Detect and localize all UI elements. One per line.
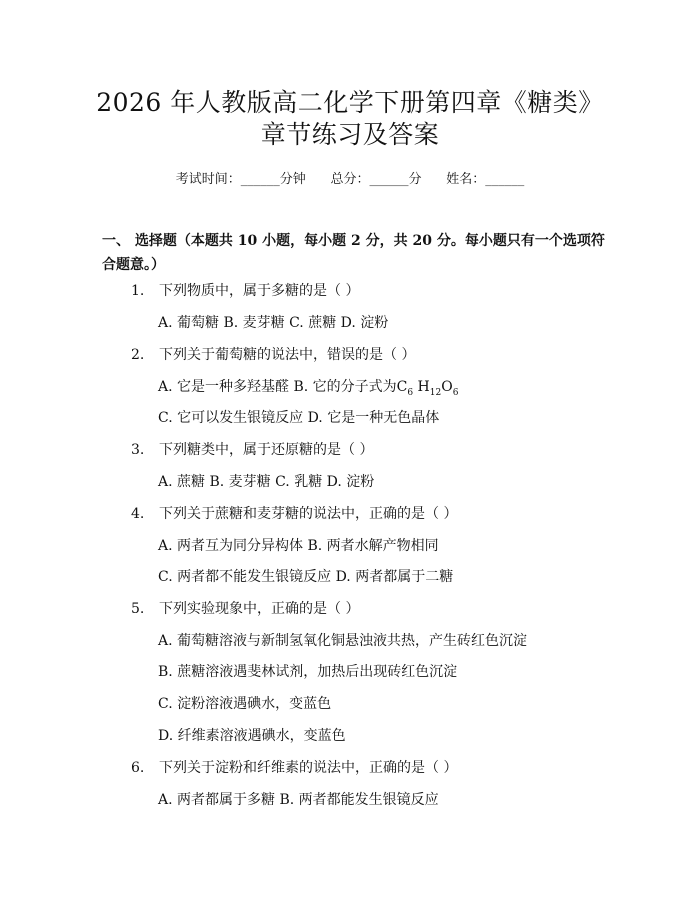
question-2 [131, 345, 415, 365]
question-text: 下列关于蔗糖和麦芽糖的说法中，正确的是（ ） [159, 506, 458, 522]
question-3 [131, 440, 373, 460]
question-4-options-line-1: A. 两者互为同分异构体 B. 两者水解产物相同 [158, 538, 439, 554]
question-1-options: A. 葡萄糖 B. 麦芽糖 C. 蔗糖 D. 淀粉 [158, 315, 389, 331]
question-4-options-line-2: C. 两者都不能发生银镜反应 D. 两者都属于二糖 [158, 569, 454, 585]
question-text: 下列糖类中，属于还原糖的是（ ） [159, 442, 374, 458]
question-5 [131, 599, 359, 619]
question-text: 下列物质中，属于多糖的是（ ） [159, 283, 360, 299]
question-5-option-b: B. 蔗糖溶液遇斐林试剂，加热后出现砖红色沉淀 [158, 664, 458, 680]
question-text: 下列实验现象中，正确的是（ ） [159, 601, 360, 617]
option-text: A. 它是一种多羟基醛 B. 它的分子式为 [158, 379, 397, 395]
question-2-options-line-1 [158, 377, 458, 403]
section-heading: 一、 选择题（本题共 10 小题，每小题 2 分，共 20 分。每小题只有一个选项符合题意。） [102, 233, 605, 273]
question-number: 5. [131, 601, 145, 617]
document-title-line-1: 2026 年人教版高二化学下册第四章《糖类》 [96, 88, 604, 117]
question-text: 下列关于葡萄糖的说法中，错误的是（ ） [159, 347, 416, 363]
question-5-option-a: A. 葡萄糖溶液与新制氢氧化铜悬浊液共热，产生砖红色沉淀 [158, 633, 528, 649]
question-1 [131, 281, 359, 301]
question-2-options-line-2: C. 它可以发生银镜反应 D. 它是一种无色晶体 [158, 410, 440, 426]
question-6-options: A. 两者都属于多糖 B. 两者都能发生银镜反应 [158, 792, 439, 808]
question-3-options: A. 蔗糖 B. 麦芽糖 C. 乳糖 D. 淀粉 [158, 474, 375, 490]
exam-meta-line: 考试时间：______分钟 总分：______分 姓名：______ [175, 172, 525, 187]
question-number: 6. [131, 760, 145, 776]
question-4 [131, 504, 457, 524]
question-number: 4. [131, 506, 145, 522]
question-number: 2. [131, 347, 145, 363]
glucose-formula: $C_6$ $H_{12}O_6$ [396, 379, 459, 398]
document-title-line-2: 章节练习及答案 [260, 120, 440, 149]
question-number: 3. [131, 442, 145, 458]
question-number: 1. [131, 283, 145, 299]
question-text: 下列关于淀粉和纤维素的说法中，正确的是（ ） [159, 760, 458, 776]
question-5-option-c: C. 淀粉溶液遇碘水，变蓝色 [158, 696, 332, 712]
question-6 [131, 758, 457, 778]
question-5-option-d: D. 纤维素溶液遇碘水，变蓝色 [158, 728, 346, 744]
